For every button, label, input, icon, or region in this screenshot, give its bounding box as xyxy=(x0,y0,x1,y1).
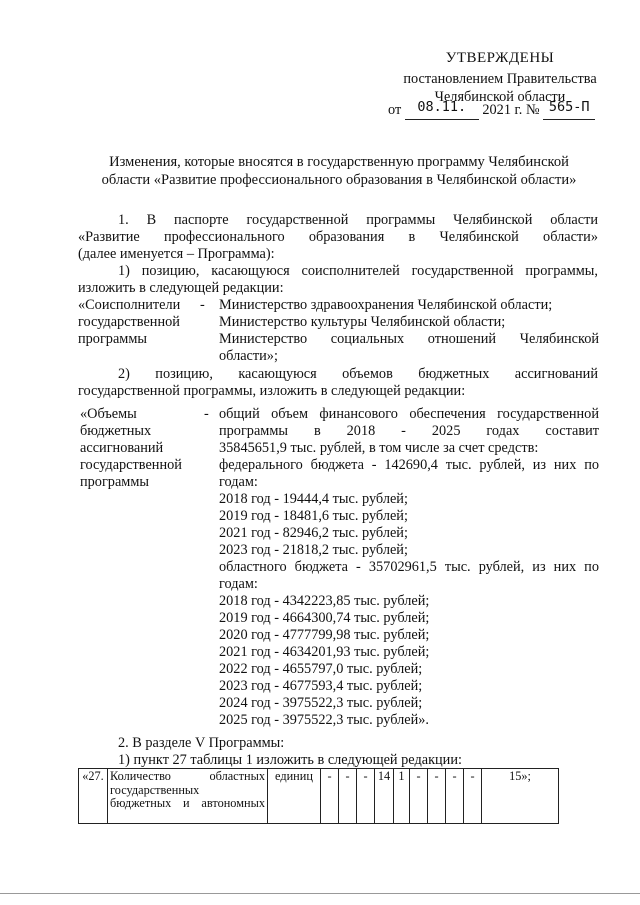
volume-line: 2024 год - 3975522,3 тыс. рублей; xyxy=(219,695,423,711)
s1-item1-line-1: 1) позицию, касающуюся соисполнителей государственной программы, xyxy=(118,263,598,279)
s2-heading: 2. В разделе V Программы: xyxy=(118,735,285,751)
volume-line: федерального бюджета - 142690,4 тыс. рублей, из них по xyxy=(219,457,599,473)
year-number-label: 2021 г. № xyxy=(482,102,540,118)
document-title xyxy=(86,153,592,189)
cell-value: - xyxy=(428,769,446,824)
cell-value: - xyxy=(410,769,428,824)
coexec-value-3: Министерство социальных отношений Челябинской xyxy=(219,331,599,347)
title-line-2: области «Развитие профессионального образования в Челябинской области» xyxy=(101,172,577,188)
handwritten-date: 08.11. xyxy=(417,99,467,115)
s1-intro-line-1: 1. В паспорте государственной программы Челябинской области xyxy=(118,212,598,228)
volume-line: программы в 2018 - 2025 годах составит xyxy=(219,423,599,439)
volume-line: 35845651,9 тыс. рублей, в том числе за счет средств: xyxy=(219,440,539,456)
volume-line: 2018 год - 4342223,85 тыс. рублей; xyxy=(219,593,430,609)
cell-unit: единиц xyxy=(268,769,321,824)
approval-line-2: Челябинской области xyxy=(434,89,566,105)
volume-label-3: ассигнований xyxy=(80,440,164,456)
volume-line: 2019 год - 18481,6 тыс. рублей; xyxy=(219,508,408,524)
cell-number: «27. xyxy=(79,769,108,824)
cell-value: - xyxy=(464,769,482,824)
volume-line: 2020 год - 4777799,98 тыс. рублей; xyxy=(219,627,430,643)
coexec-value-1: Министерство здравоохранения Челябинской области; xyxy=(219,297,553,313)
volume-line: 2023 год - 21818,2 тыс. рублей; xyxy=(219,542,408,558)
s1-item2-line-1: 2) позицию, касающуюся объемов бюджетных ассигнований xyxy=(118,366,598,382)
cell-name-line-2: государственных xyxy=(110,782,200,797)
s1-item2-line-2: государственной программы, изложить в следующей редакции: xyxy=(78,383,466,399)
volume-line: 2025 год - 3975522,3 тыс. рублей». xyxy=(219,712,429,728)
coexec-value-4: области»; xyxy=(219,348,278,364)
date-field xyxy=(405,99,479,120)
s1-intro-line-3: (далее именуется – Программа): xyxy=(78,246,275,262)
approval-number-line xyxy=(388,99,595,120)
cell-total: 15»; xyxy=(482,769,559,824)
coexec-label-2: государственной xyxy=(78,314,180,330)
cell-name xyxy=(108,769,268,824)
cell-value: - xyxy=(339,769,357,824)
handwritten-number: 565-П xyxy=(548,99,590,115)
approval-heading: УТВЕРЖДЕНЫ xyxy=(445,50,555,66)
cell-value: - xyxy=(321,769,339,824)
volume-line: 2021 год - 4634201,93 тыс. рублей; xyxy=(219,644,430,660)
volume-line: годам: xyxy=(219,576,258,592)
table-row-27 xyxy=(78,768,559,824)
cell-value: - xyxy=(446,769,464,824)
s2-item1: 1) пункт 27 таблицы 1 изложить в следующей редакции: xyxy=(118,752,462,768)
volume-line: общий объем финансового обеспечения государственной xyxy=(219,406,599,422)
volume-line: 2019 год - 4664300,74 тыс. рублей; xyxy=(219,610,430,626)
coexec-label-1: «Соисполнители xyxy=(78,297,181,313)
volume-dash: - xyxy=(204,406,209,422)
cell-name-line-1: Количество областных xyxy=(110,769,265,783)
approval-block xyxy=(380,50,620,106)
volume-line: 2022 год - 4655797,0 тыс. рублей; xyxy=(219,661,423,677)
volume-label-4: государственной xyxy=(80,457,182,473)
approval-line-1: постановлением Правительства xyxy=(403,71,597,87)
title-line-1: Изменения, которые вносятся в государственную программу Челябинской xyxy=(109,154,569,170)
table-row xyxy=(79,769,559,824)
volume-line: 2018 год - 19444,4 тыс. рублей; xyxy=(219,491,408,507)
s1-item1-line-2: изложить в следующей редакции: xyxy=(78,280,284,296)
cell-value: 1 xyxy=(394,769,410,824)
volume-label-1: «Объемы xyxy=(80,406,137,422)
volume-line: годам: xyxy=(219,474,258,490)
volume-line: 2023 год - 4677593,4 тыс. рублей; xyxy=(219,678,423,694)
coexec-value-2: Министерство культуры Челябинской области; xyxy=(219,314,506,330)
cell-value: 14 xyxy=(375,769,394,824)
cell-value: - xyxy=(357,769,375,824)
volume-label-5: программы xyxy=(80,474,150,490)
from-label: от xyxy=(388,102,402,118)
s1-intro-line-2: «Развитие профессионального образования в Челябинской области» xyxy=(78,229,598,245)
volume-line: областного бюджета - 35702961,5 тыс. рублей, из них по xyxy=(219,559,599,575)
volume-label-2: бюджетных xyxy=(80,423,152,439)
page-bottom-rule xyxy=(0,893,640,894)
volume-line: 2021 год - 82946,2 тыс. рублей; xyxy=(219,525,408,541)
number-field xyxy=(543,99,595,120)
cell-name-line-3: бюджетных и автономных xyxy=(110,796,265,810)
coexec-dash: - xyxy=(200,297,205,313)
coexec-label-3: программы xyxy=(78,331,148,347)
